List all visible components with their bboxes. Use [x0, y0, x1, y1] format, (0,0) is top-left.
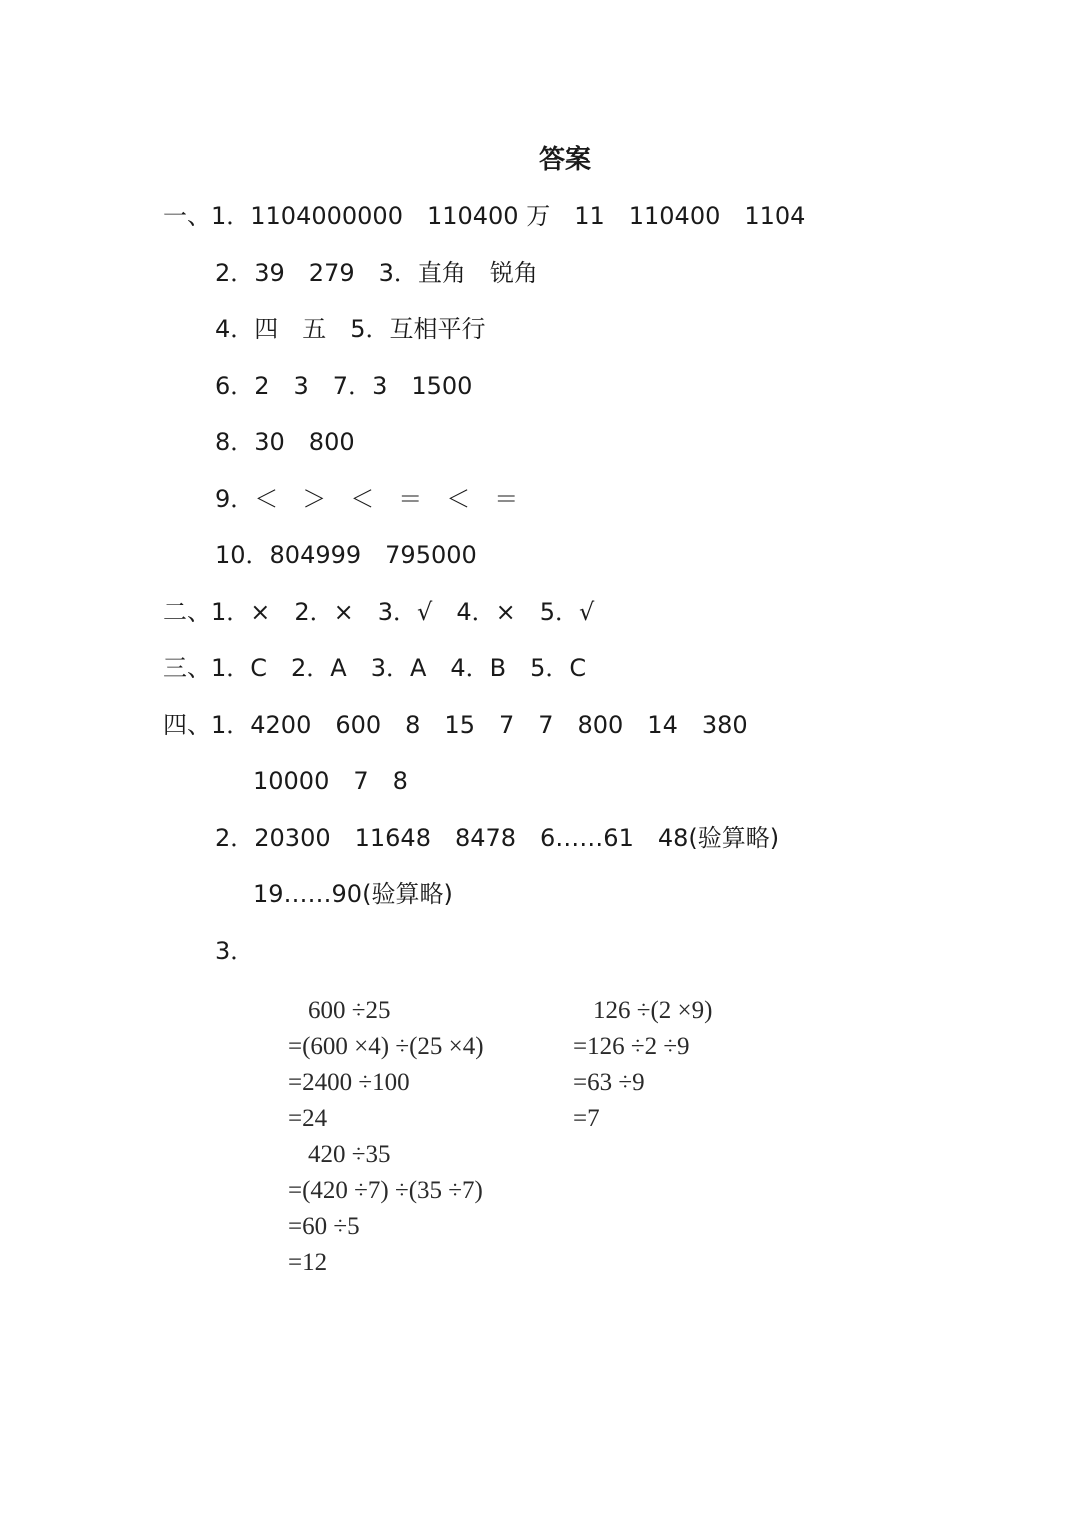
answer-line-section-2: 二、1．× 2．× 3．√ 4．× 5．√: [163, 598, 595, 626]
calc-step: =(420 ÷7) ÷(35 ÷7): [288, 1177, 483, 1204]
calc-step: 420 ÷35: [308, 1141, 391, 1168]
calc-step: =2400 ÷100: [288, 1069, 410, 1096]
calc-step: =7: [573, 1105, 600, 1132]
calc-step: =(600 ×4) ÷(25 ×4): [288, 1033, 484, 1060]
calc-step: =24: [288, 1105, 328, 1132]
answer-line-section-1-q4-q5: 4．四 五 5．互相平行: [215, 315, 486, 343]
answer-line-section-1-q1: 一、1．1104000000 110400 万 11 110400 1104: [163, 202, 806, 230]
answer-line-section-1-q8: 8．30 800: [215, 428, 355, 456]
answer-line-section-4-q1: 四、1．4200 600 8 15 7 7 800 14 380: [163, 711, 748, 739]
calc-step: =60 ÷5: [288, 1213, 360, 1240]
calc-step: =63 ÷9: [573, 1069, 645, 1096]
answer-line-section-1-q2-q3: 2．39 279 3．直角 锐角: [215, 259, 538, 287]
answer-line-section-4-q2-cont: 19……90(验算略): [253, 880, 453, 908]
answer-line-section-1-q6-q7: 6．2 3 7．3 1500: [215, 372, 473, 400]
calc-step: =126 ÷2 ÷9: [573, 1033, 690, 1060]
answer-line-section-3: 三、1．C 2．A 3．A 4．B 5．C: [163, 654, 587, 682]
answer-line-section-1-q10: 10．804999 795000: [215, 541, 477, 569]
calc-step: 126 ÷(2 ×9): [593, 997, 713, 1024]
calc-step: 600 ÷25: [308, 997, 391, 1024]
answer-line-section-1-q9: 9．＜ ＞ ＜ ＝ ＜ ＝: [215, 485, 519, 513]
calc-step: =12: [288, 1249, 328, 1276]
page-title: 答案: [538, 145, 591, 175]
answer-line-section-4-q2: 2．20300 11648 8478 6……61 48(验算略): [215, 824, 780, 852]
answer-line-section-4-q1-cont: 10000 7 8: [253, 767, 408, 795]
answer-line-section-4-q3: 3．: [215, 937, 255, 965]
